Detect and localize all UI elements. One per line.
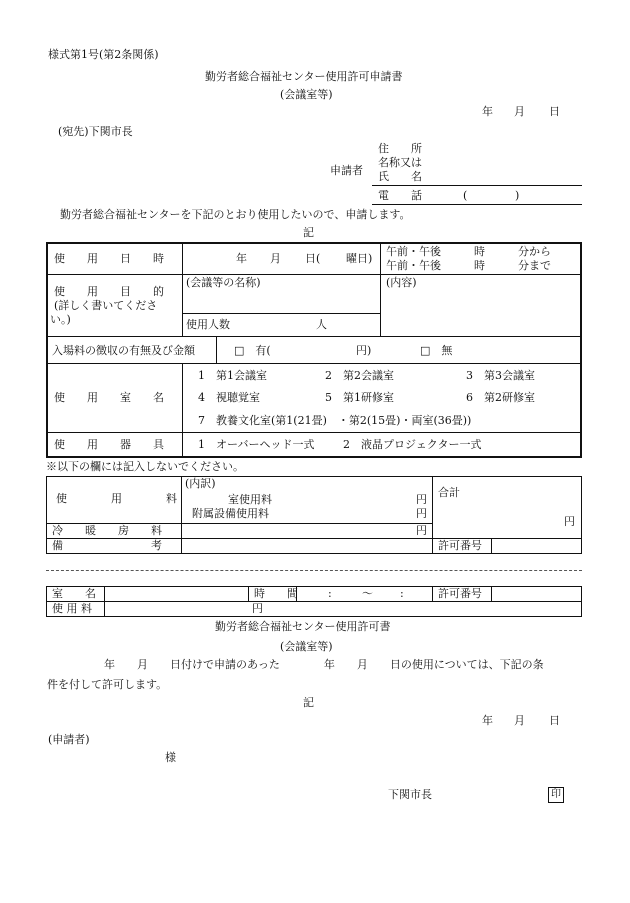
permit-date-day: 日: [549, 714, 560, 727]
applicant-line: [372, 185, 582, 186]
attendees-label: 使用人数: [186, 318, 230, 331]
permit-date-month: 月: [514, 714, 525, 727]
permit-date-year: 年: [482, 714, 493, 727]
use-date-day: 日(: [305, 252, 321, 265]
stub-time-colon-1: :: [328, 587, 332, 600]
applicant-name-label-2: 氏 名: [378, 170, 422, 183]
stub-time-label: 時 間: [254, 587, 298, 600]
stub-fee-label: 使 用 料: [52, 602, 92, 615]
office-fee-label: 使 用 料: [56, 492, 177, 505]
equipment-label: 使 用 器 具: [54, 438, 164, 451]
room-option-3: 3 第3会議室: [466, 369, 535, 382]
office-room-fee-label: 室使用料: [228, 493, 272, 506]
purpose-label-3: い。): [50, 313, 71, 326]
permit-applicant-label: (申請者): [48, 733, 90, 746]
date-month: 月: [514, 105, 525, 118]
content-label: (内容): [386, 276, 417, 289]
admission-fee-label: 入場料の徴収の有無及び金額: [52, 344, 195, 357]
office-room-fee-yen: 円: [416, 493, 427, 506]
room-option-2: 2 第2会議室: [325, 369, 394, 382]
use-time-from: 午前・午後 時 分から: [386, 245, 551, 258]
permit-ki-label: 記: [303, 696, 314, 709]
cut-line: [46, 570, 582, 571]
equipment-option-2: 2 液晶プロジェクター一式: [343, 438, 482, 451]
page-title: 勤労者総合福祉センター使用許可申請書: [205, 70, 403, 83]
form-number: 様式第1号(第2条関係): [48, 48, 159, 61]
room-option-5: 5 第1研修室: [325, 391, 394, 404]
applicant-address-label: 住 所: [378, 142, 422, 155]
use-date-year: 年: [236, 252, 247, 265]
room-option-6: 6 第2研修室: [466, 391, 535, 404]
office-total-yen: 円: [564, 515, 575, 528]
office-permit-no-label: 許可番号: [438, 539, 482, 552]
purpose-label-1: 使 用 目 的: [54, 285, 164, 298]
room-option-7: 7 教養文化室(第1(21畳) ・第2(15畳)・両室(36畳)): [198, 414, 472, 427]
stub-time-tilde: 〜: [362, 587, 373, 600]
stub-room-label: 室 名: [52, 587, 96, 600]
seal-stamp: 印: [548, 787, 564, 803]
admission-fee-yes: □ 有(: [234, 344, 271, 357]
phone-paren-open: (: [463, 189, 468, 202]
permit-body-line-2: 件を付して許可します。: [47, 678, 168, 691]
page-subtitle: (会議室等): [280, 88, 333, 101]
room-option-4: 4 視聴覚室: [198, 391, 260, 404]
room-label: 使 用 室 名: [54, 391, 164, 404]
stub-permit-no-label: 許可番号: [438, 587, 482, 600]
office-hvac-label: 冷 暖 房 料: [52, 524, 162, 537]
phone-line: [372, 204, 582, 205]
office-breakdown-label: (内訳): [185, 477, 216, 490]
permit-subtitle: (会議室等): [280, 640, 333, 653]
room-option-1: 1 第1会議室: [198, 369, 267, 382]
use-date-month: 月: [270, 252, 281, 265]
use-date-weekday: 曜日): [346, 252, 373, 265]
applicant-name-label-1: 名称又は: [378, 156, 422, 169]
permit-title: 勤労者総合福祉センター使用許可書: [215, 620, 391, 633]
use-time-to: 午前・午後 時 分まで: [386, 259, 551, 272]
applicant-label: 申請者: [330, 164, 363, 177]
date-day: 日: [549, 105, 560, 118]
office-equipment-fee-yen: 円: [416, 507, 427, 520]
office-equipment-fee-label: 附属設備使用料: [192, 507, 269, 520]
phone-paren-close: ): [515, 189, 520, 202]
stub-fee-yen: 円: [252, 602, 263, 615]
ki-label: 記: [303, 226, 314, 239]
date-year: 年: [482, 105, 493, 118]
office-remarks-label: 備 考: [52, 539, 162, 552]
applicant-phone-label: 電 話: [378, 189, 422, 202]
office-total-label: 合計: [438, 486, 460, 499]
permit-sama: 様: [165, 751, 176, 764]
addressee: (宛先)下関市長: [58, 125, 133, 138]
permit-body-line-1: 年 月 日付けで申請のあった 年 月 日の使用については、下記の条: [104, 658, 544, 671]
purpose-label-2: (詳しく書いてくださ: [54, 299, 158, 312]
intro-text: 勤労者総合福祉センターを下記のとおり使用したいので、申請します。: [60, 208, 411, 221]
admission-fee-no: □ 無: [420, 344, 453, 357]
use-date-label: 使 用 日 時: [54, 252, 164, 265]
office-hvac-yen: 円: [416, 524, 427, 537]
office-use-notice: ※以下の欄には記入しないでください。: [46, 460, 244, 473]
permit-mayor: 下関市長: [388, 788, 432, 801]
equipment-option-1: 1 オーバーヘッド一式: [198, 438, 315, 451]
meeting-name-label: (会議等の名称): [186, 276, 261, 289]
admission-fee-yen: 円): [356, 344, 372, 357]
stub-time-colon-2: :: [400, 587, 404, 600]
attendees-unit: 人: [316, 318, 327, 331]
